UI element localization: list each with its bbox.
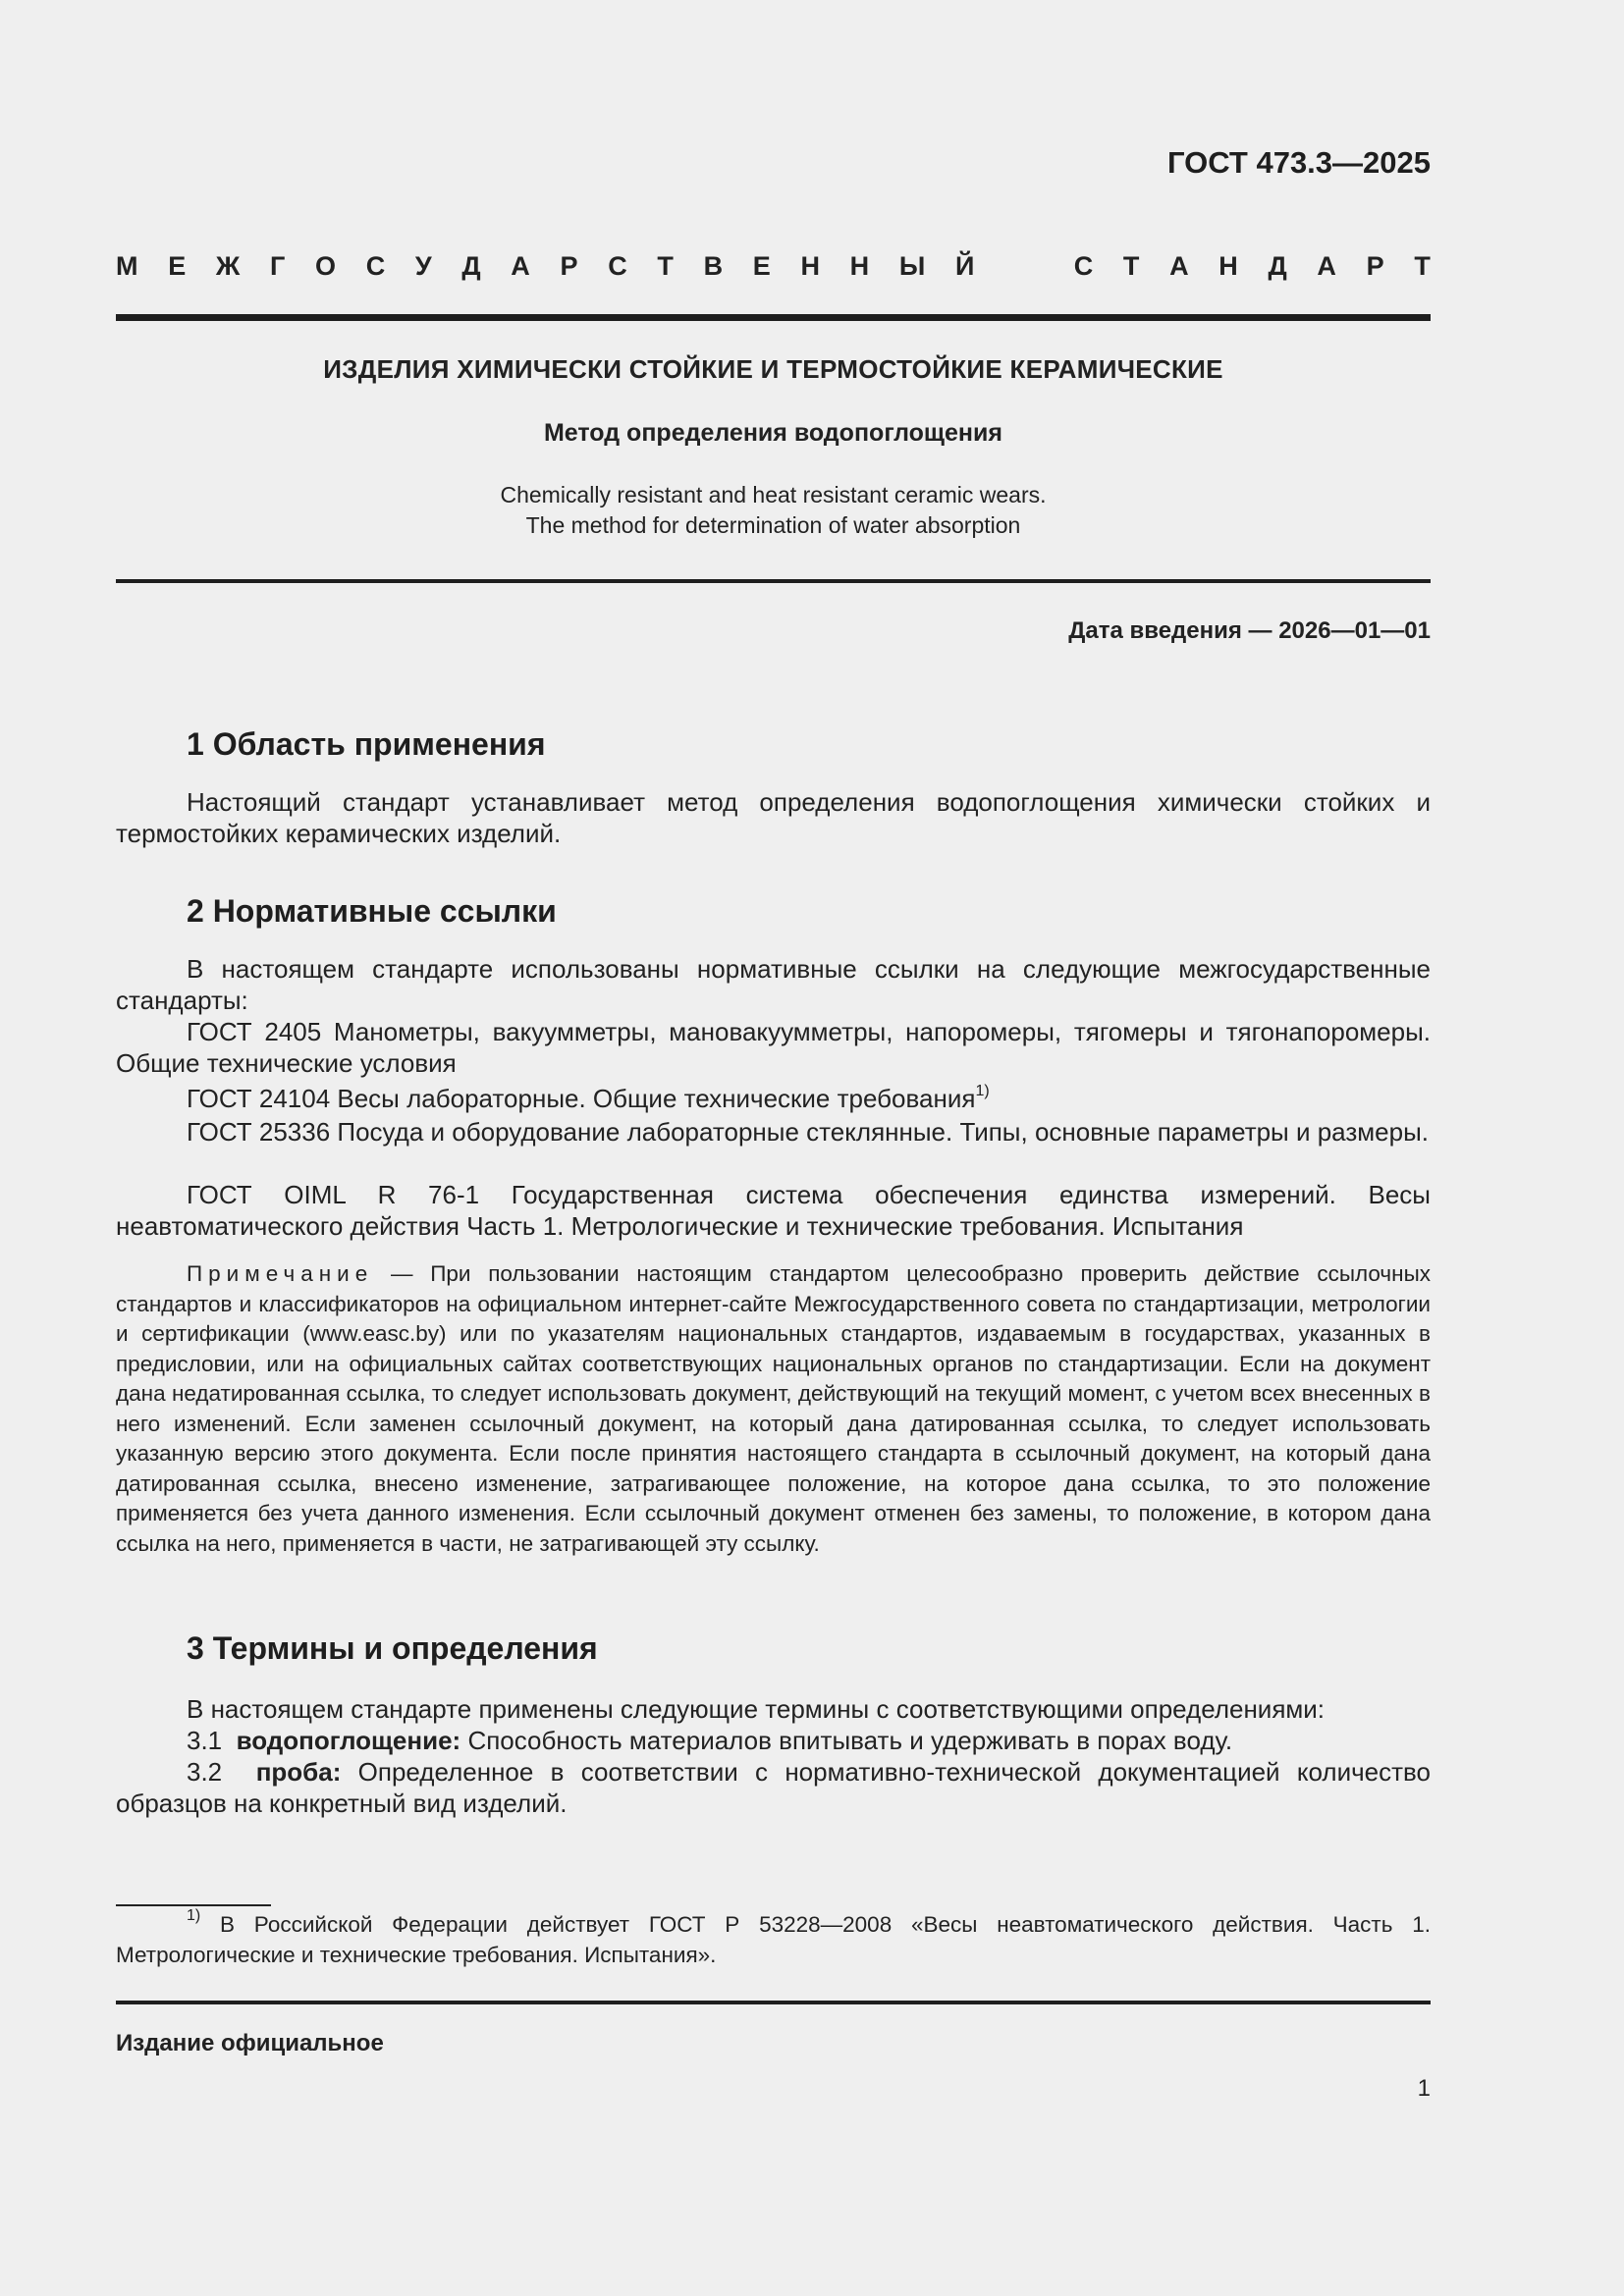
standard-type-letter: Р [1366,251,1384,281]
standard-type-letter: Й [954,251,975,281]
standard-type-letter: Ж [215,251,241,281]
english-title [116,480,1431,541]
standard-type-letter: Р [560,251,578,281]
document-code: ГОСТ 473.3—2025 [1167,145,1431,180]
section-1-heading: 1 Область применения [187,726,546,762]
header-rule [116,314,1431,321]
reference-item: ГОСТ OIML R 76-1 Государственная система обеспечения единства измерений. Весы неавтоматического действия Часть 1. Метрологические и технические требования. Испытания [116,1180,1431,1241]
word-gap [1004,251,1044,282]
term-number: 3.1 [187,1726,223,1755]
note-label: Примечание [187,1261,374,1286]
english-title-line1: Chemically resistant and heat resistant ceramic wears. [500,482,1047,507]
term-definition [116,1725,1431,1756]
section-3-heading: 3 Термины и определения [187,1630,598,1666]
standard-type-letter: С [365,251,386,281]
term-name: проба: [255,1757,342,1787]
term-text: Способность материалов впитывать и удерживать в порах воду. [467,1726,1233,1755]
section-3-intro: В настоящем стандарте применены следующие термины с соответствующими определениями: [187,1694,1326,1724]
standard-type-letter: А [1169,251,1189,281]
standard-type-letter: А [511,251,530,281]
footnote-marker: 1) [975,1083,990,1099]
document-subtitle: Метод определения водопоглощения [543,419,1002,447]
reference-item [116,1083,1431,1114]
standard-type-letter: Н [849,251,870,281]
standard-type-heading [116,251,1431,282]
normative-note [116,1259,1431,1559]
term-name: водопоглощение: [236,1726,461,1755]
standard-type-letter: Е [752,251,771,281]
standard-type-letter: Н [800,251,820,281]
standard-type-letter: О [314,251,336,281]
reference-item: ГОСТ 2405 Манометры, вакуумметры, мановакуумметры, напоромеры, тягомеры и тягонапоромеры. Общие технические условия [116,1017,1431,1078]
title-rule [116,579,1431,583]
section-2-heading: 2 Нормативные ссылки [187,893,557,929]
standard-type-letter: Т [1122,251,1140,281]
standard-type-letter: М [116,251,138,281]
standard-type-letter: Г [269,251,286,281]
footnote-text: В Российской Федерации действует ГОСТ Р 53228—2008 «Весы неавтоматического действия. Часть 1. Метрологические и технические требования. Испытания». [116,1912,1431,1967]
section-1-text: Настоящий стандарт устанавливает метод определения водопоглощения химически стойких и термостойких керамических изделий. [116,787,1431,848]
standard-type-letter: Д [461,251,481,281]
standard-type-letter: У [414,251,432,281]
standard-type-letter: В [703,251,724,281]
standard-type-letter: С [608,251,627,281]
standard-type-letter: Т [1414,251,1431,281]
document-title: ИЗДЕЛИЯ ХИМИЧЕСКИ СТОЙКИЕ И ТЕРМОСТОЙКИЕ КЕРАМИЧЕСКИЕ [323,354,1223,384]
standard-type-letter: Н [1218,251,1238,281]
page-number: 1 [1417,2075,1431,2102]
note-text: — При пользовании настоящим стандартом целесообразно проверить действие ссылочных стандартов и классификаторов на официальном интернет-сайте Межгосударственного совета по стандартизации, метрологии и сертификации (www.easc.by) или по указателям национальных стандартов, издаваемым в государствах, указанных в предисловии, или на официальных сайтах соответствующих национальных органов по стандартизации. Если на документ дана недатированная ссылка, то следует использовать документ, действующий на текущий момент, с учетом всех внесенных в него изменений. Если заменен ссылочный документ, на который дана датированная ссылка, то следует использовать указанную версию этого документа. Если после принятия настоящего стандарта в ссылочный документ, на который дана датированная ссылка, внесено изменение, затрагивающее положение, на которое дана ссылка, то это положение применяется без учета данного изменения. Если ссылочный документ отменен без замены, то положение, в котором дана ссылка на него, применяется в части, не затрагивающей эту ссылку. [116,1261,1431,1556]
english-title-line2: The method for determination of water absorption [525,512,1021,538]
section-2-intro: В настоящем стандарте использованы нормативные ссылки на следующие межгосударственные стандарты: [116,954,1431,1015]
standard-type-letter: С [1073,251,1094,281]
standard-type-letter: Т [657,251,674,281]
introduction-date: Дата введения — 2026—01—01 [1068,617,1431,644]
standard-type-letter: Е [168,251,187,281]
footnote-separator [116,1904,271,1906]
reference-text: ГОСТ 24104 Весы лабораторные. Общие технические требования [187,1084,976,1113]
standard-type-letter: Ы [898,251,926,281]
reference-item: ГОСТ 25336 Посуда и оборудование лабораторные стеклянные. Типы, основные параметры и размеры. [187,1117,1429,1147]
standard-type-letter: А [1317,251,1336,281]
footer-rule [116,2001,1431,2004]
footnote-marker: 1) [187,1907,201,1924]
footnote [116,1909,1431,1970]
standard-type-letter: Д [1268,251,1287,281]
term-definition [116,1756,1431,1819]
edition-label: Издание официальное [116,2030,384,2056]
term-number: 3.2 [187,1757,223,1787]
term-text: Определенное в соответствии с нормативно-технической документацией количество образцов на конкретный вид изделий. [116,1757,1431,1818]
